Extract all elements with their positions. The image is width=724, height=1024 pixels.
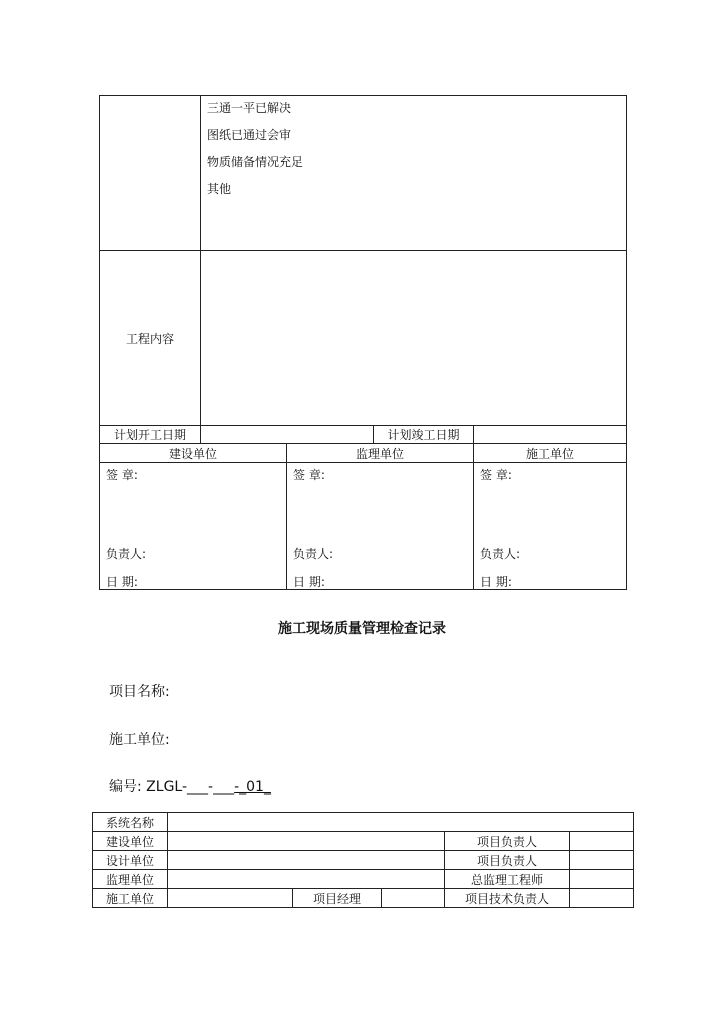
chief-supervisor-label: 总监理工程师 <box>445 870 570 889</box>
design-lead-field[interactable] <box>570 851 634 870</box>
build-unit-label: 建设单位 <box>93 832 168 851</box>
plan-end-label: 计划竣工日期 <box>374 426 474 444</box>
design-unit-field[interactable] <box>168 851 445 870</box>
supervision-unit-label: 监理单位 <box>93 870 168 889</box>
code-blank-2[interactable]: ___ <box>213 779 235 795</box>
condition-item: 图纸已通过会审 <box>207 128 292 142</box>
person-label: 负责人: <box>293 547 334 561</box>
build-lead-field[interactable] <box>570 832 634 851</box>
person-label: 负责人: <box>106 547 147 561</box>
project-content-label: 工程内容 <box>100 251 201 426</box>
code-suffix: -_01_ <box>234 779 271 795</box>
code-label: 编号: <box>109 779 142 795</box>
date-label: 日 期: <box>480 575 512 589</box>
condition-item: 三通一平已解决 <box>207 101 292 115</box>
construction-unit-label: 施工单位: <box>109 732 170 748</box>
project-content-field[interactable] <box>201 251 627 426</box>
party-signature-supervision[interactable] <box>287 463 474 590</box>
construction-unit-field[interactable] <box>168 889 293 908</box>
tech-lead-field[interactable] <box>570 889 634 908</box>
plan-start-label: 计划开工日期 <box>100 426 201 444</box>
conditions-cell <box>201 96 627 251</box>
construction-unit-label: 施工单位 <box>93 889 168 908</box>
system-name-label: 系统名称 <box>93 813 168 832</box>
project-manager-field[interactable] <box>382 889 445 908</box>
party-signature-build[interactable] <box>100 463 287 590</box>
system-name-field[interactable] <box>168 813 634 832</box>
seal-label: 签 章: <box>293 468 325 482</box>
party-signature-construction[interactable] <box>474 463 627 590</box>
code-separator: - <box>208 779 214 795</box>
design-lead-label: 项目负责人 <box>445 851 570 870</box>
build-unit-field[interactable] <box>168 832 445 851</box>
start-conditions-table <box>99 95 627 590</box>
seal-label: 签 章: <box>106 468 138 482</box>
design-unit-label: 设计单位 <box>93 851 168 870</box>
conditions-label-cell <box>100 96 201 251</box>
code-field <box>109 776 271 796</box>
project-name-field[interactable] <box>109 681 170 701</box>
chief-supervisor-field[interactable] <box>570 870 634 889</box>
date-label: 日 期: <box>106 575 138 589</box>
code-prefix: ZLGL- <box>146 779 188 795</box>
record-title: 施工现场质量管理检查记录 <box>278 621 446 637</box>
condition-item: 其他 <box>207 182 232 196</box>
party-header-construction: 施工单位 <box>474 444 627 463</box>
party-header-build: 建设单位 <box>100 444 287 463</box>
construction-unit-field[interactable] <box>109 729 170 749</box>
project-name-label: 项目名称: <box>109 684 170 700</box>
plan-end-field[interactable] <box>474 426 627 444</box>
tech-lead-label: 项目技术负责人 <box>445 889 570 908</box>
party-header-supervision: 监理单位 <box>287 444 474 463</box>
plan-start-field[interactable] <box>201 426 374 444</box>
supervision-unit-field[interactable] <box>168 870 445 889</box>
condition-item: 物质储备情况充足 <box>207 155 304 169</box>
build-lead-label: 项目负责人 <box>445 832 570 851</box>
code-blank-1[interactable]: ___ <box>187 779 209 795</box>
quality-check-table <box>92 812 634 908</box>
person-label: 负责人: <box>480 547 521 561</box>
seal-label: 签 章: <box>480 468 512 482</box>
project-manager-label: 项目经理 <box>293 889 382 908</box>
date-label: 日 期: <box>293 575 325 589</box>
